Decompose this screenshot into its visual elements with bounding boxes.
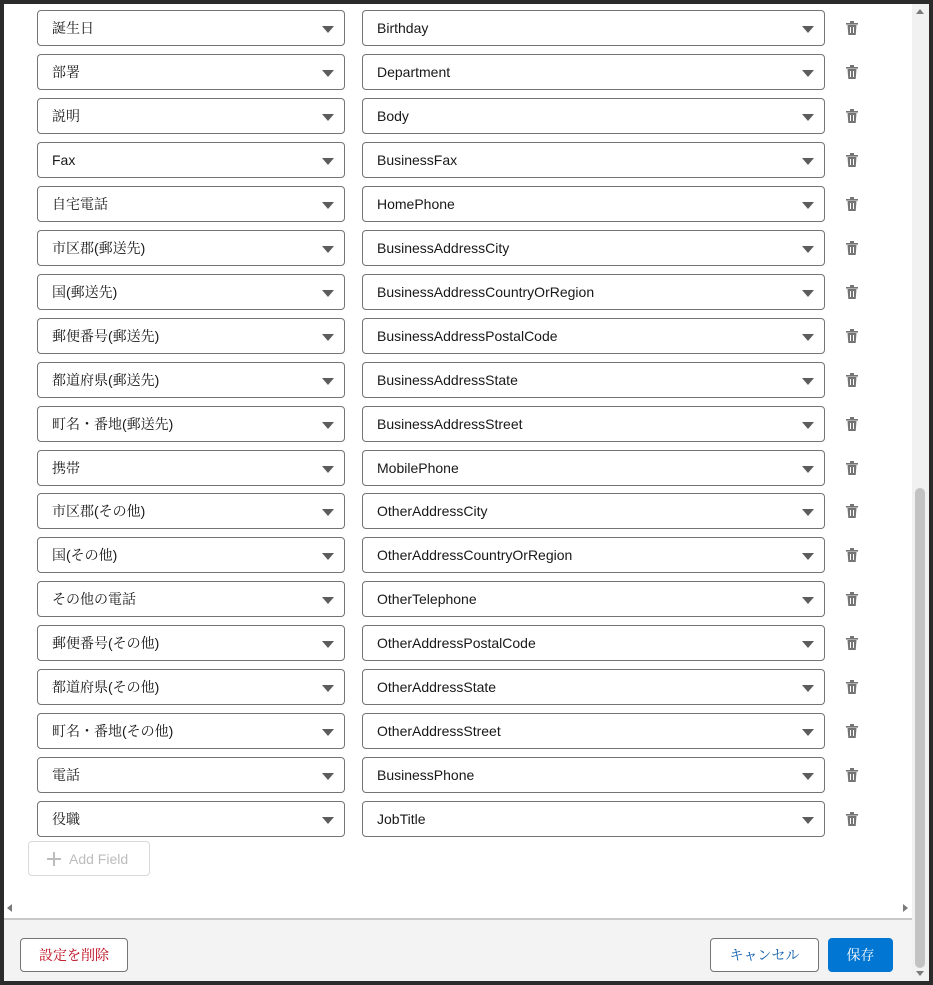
chevron-down-icon [322, 334, 334, 341]
source-field-select[interactable] [37, 669, 345, 705]
target-field-select[interactable] [362, 757, 825, 793]
scroll-up-arrow-icon[interactable] [916, 9, 924, 14]
source-field-value: 国(その他) [52, 547, 118, 563]
source-field-value: 役職 [52, 811, 80, 827]
chevron-down-icon [322, 26, 334, 33]
source-field-value: 町名・番地(郵送先) [52, 416, 174, 432]
chevron-down-icon [802, 26, 814, 33]
mapping-row [4, 318, 884, 354]
target-field-select[interactable] [362, 54, 825, 90]
source-field-select[interactable] [37, 493, 345, 529]
source-field-select[interactable] [37, 406, 345, 442]
trash-icon[interactable] [844, 811, 860, 827]
delete-settings-button[interactable]: 設定を削除 [20, 938, 128, 972]
source-field-select[interactable] [37, 186, 345, 222]
trash-icon[interactable] [844, 503, 860, 519]
vertical-scrollbar[interactable] [912, 4, 929, 981]
chevron-down-icon [322, 378, 334, 385]
source-field-select[interactable] [37, 581, 345, 617]
chevron-down-icon [802, 466, 814, 473]
mapping-row [4, 450, 884, 486]
trash-icon[interactable] [844, 20, 860, 36]
target-field-value: MobilePhone [377, 460, 459, 476]
vertical-scrollbar-thumb[interactable] [915, 488, 925, 968]
add-field-label: Add Field [69, 850, 129, 867]
source-field-select[interactable] [37, 362, 345, 398]
source-field-value: 国(郵送先) [52, 284, 118, 300]
trash-icon[interactable] [844, 108, 860, 124]
scroll-right-arrow-icon[interactable] [903, 904, 908, 912]
source-field-value: 都道府県(郵送先) [52, 372, 160, 388]
target-field-select[interactable] [362, 713, 825, 749]
chevron-down-icon [802, 685, 814, 692]
source-field-value: 誕生日 [52, 20, 94, 36]
trash-icon[interactable] [844, 679, 860, 695]
chevron-down-icon [802, 509, 814, 516]
dialog-footer [4, 918, 912, 981]
mapping-row [4, 493, 884, 529]
source-field-select[interactable] [37, 625, 345, 661]
target-field-value: BusinessAddressStreet [377, 416, 523, 432]
source-field-value: 都道府県(その他) [52, 679, 160, 695]
target-field-select[interactable] [362, 142, 825, 178]
chevron-down-icon [322, 597, 334, 604]
chevron-down-icon [802, 246, 814, 253]
chevron-down-icon [322, 422, 334, 429]
source-field-value: Fax [52, 152, 76, 168]
source-field-select[interactable] [37, 230, 345, 266]
mapping-row [4, 274, 884, 310]
target-field-value: BusinessAddressCountryOrRegion [377, 284, 595, 300]
target-field-value: JobTitle [377, 811, 426, 827]
chevron-down-icon [322, 158, 334, 165]
trash-icon[interactable] [844, 547, 860, 563]
chevron-down-icon [802, 158, 814, 165]
target-field-select[interactable] [362, 318, 825, 354]
chevron-down-icon [802, 641, 814, 648]
mapping-row [4, 186, 884, 222]
target-field-select[interactable] [362, 537, 825, 573]
chevron-down-icon [802, 378, 814, 385]
save-button[interactable]: 保存 [828, 938, 893, 972]
source-field-select[interactable] [37, 142, 345, 178]
source-field-select[interactable] [37, 98, 345, 134]
chevron-down-icon [802, 422, 814, 429]
target-field-value: BusinessAddressState [377, 372, 518, 388]
mapping-row [4, 625, 884, 661]
source-field-value: 自宅電話 [52, 196, 108, 212]
target-field-value: BusinessAddressCity [377, 240, 510, 256]
chevron-down-icon [802, 334, 814, 341]
mapping-row [4, 801, 884, 837]
target-field-select[interactable] [362, 801, 825, 837]
trash-icon[interactable] [844, 416, 860, 432]
source-field-select[interactable] [37, 757, 345, 793]
target-field-select[interactable] [362, 493, 825, 529]
source-field-select[interactable] [37, 318, 345, 354]
target-field-value: OtherTelephone [377, 591, 477, 607]
chevron-down-icon [322, 553, 334, 560]
target-field-value: OtherAddressStreet [377, 723, 501, 739]
target-field-select[interactable] [362, 10, 825, 46]
chevron-down-icon [322, 70, 334, 77]
trash-icon[interactable] [844, 591, 860, 607]
source-field-value: 郵便番号(郵送先) [52, 328, 160, 344]
chevron-down-icon [802, 553, 814, 560]
horizontal-scrollbar[interactable] [4, 901, 912, 915]
chevron-down-icon [802, 114, 814, 121]
add-field-button[interactable] [28, 841, 150, 876]
target-field-value: BusinessFax [377, 152, 458, 168]
source-field-value: 町名・番地(その他) [52, 723, 174, 739]
target-field-select[interactable] [362, 98, 825, 134]
chevron-down-icon [322, 114, 334, 121]
target-field-select[interactable] [362, 669, 825, 705]
trash-icon[interactable] [844, 635, 860, 651]
source-field-select[interactable] [37, 537, 345, 573]
target-field-value: OtherAddressState [377, 679, 497, 695]
mapping-row [4, 10, 884, 46]
source-field-select[interactable] [37, 713, 345, 749]
trash-icon[interactable] [844, 284, 860, 300]
target-field-select[interactable] [362, 581, 825, 617]
target-field-value: Body [377, 108, 409, 124]
mapping-row [4, 581, 884, 617]
target-field-select[interactable] [362, 186, 825, 222]
source-field-value: 携帯 [52, 460, 80, 476]
target-field-value: OtherAddressCity [377, 503, 488, 519]
mapping-row [4, 230, 884, 266]
chevron-down-icon [802, 817, 814, 824]
mapping-row [4, 713, 884, 749]
scroll-down-arrow-icon[interactable] [916, 971, 924, 976]
target-field-select[interactable] [362, 362, 825, 398]
background-page-edge [929, 4, 933, 981]
target-field-value: HomePhone [377, 196, 455, 212]
trash-icon[interactable] [844, 372, 860, 388]
chevron-down-icon [322, 685, 334, 692]
chevron-down-icon [322, 773, 334, 780]
chevron-down-icon [802, 729, 814, 736]
chevron-down-icon [322, 466, 334, 473]
chevron-down-icon [802, 70, 814, 77]
source-field-value: 郵便番号(その他) [52, 635, 160, 651]
chevron-down-icon [802, 290, 814, 297]
mapping-row [4, 98, 884, 134]
source-field-select[interactable] [37, 801, 345, 837]
mapping-row [4, 757, 884, 793]
chevron-down-icon [322, 246, 334, 253]
mapping-row [4, 362, 884, 398]
trash-icon[interactable] [844, 64, 860, 80]
trash-icon[interactable] [844, 240, 860, 256]
trash-icon[interactable] [844, 723, 860, 739]
target-field-value: Department [377, 64, 451, 80]
scroll-left-arrow-icon[interactable] [7, 904, 12, 912]
mapping-row [4, 537, 884, 573]
target-field-select[interactable] [362, 625, 825, 661]
chevron-down-icon [322, 729, 334, 736]
source-field-value: 部署 [52, 64, 80, 80]
chevron-down-icon [802, 597, 814, 604]
source-field-select[interactable] [37, 274, 345, 310]
background-page-edge-mark [929, 44, 933, 364]
field-mapping-list [4, 4, 916, 909]
trash-icon[interactable] [844, 767, 860, 783]
target-field-value: OtherAddressPostalCode [377, 635, 536, 651]
source-field-select[interactable] [37, 10, 345, 46]
target-field-select[interactable] [362, 406, 825, 442]
mapping-row [4, 142, 884, 178]
source-field-select[interactable] [37, 450, 345, 486]
chevron-down-icon [322, 817, 334, 824]
plus-icon [47, 852, 61, 866]
mapping-row [4, 669, 884, 705]
target-field-value: BusinessPhone [377, 767, 475, 783]
target-field-select[interactable] [362, 274, 825, 310]
chevron-down-icon [322, 641, 334, 648]
target-field-select[interactable] [362, 450, 825, 486]
trash-icon[interactable] [844, 460, 860, 476]
source-field-value: 市区郡(郵送先) [52, 240, 146, 256]
chevron-down-icon [322, 509, 334, 516]
mapping-row [4, 54, 884, 90]
mapping-row [4, 406, 884, 442]
target-field-value: OtherAddressCountryOrRegion [377, 547, 573, 563]
source-field-value: 市区郡(その他) [52, 503, 146, 519]
trash-icon[interactable] [844, 152, 860, 168]
chevron-down-icon [322, 202, 334, 209]
target-field-value: Birthday [377, 20, 429, 36]
trash-icon[interactable] [844, 328, 860, 344]
source-field-value: 説明 [52, 108, 80, 124]
source-field-value: その他の電話 [52, 591, 136, 607]
cancel-button[interactable]: キャンセル [710, 938, 819, 972]
source-field-select[interactable] [37, 54, 345, 90]
source-field-value: 電話 [52, 767, 80, 783]
chevron-down-icon [322, 290, 334, 297]
chevron-down-icon [802, 202, 814, 209]
chevron-down-icon [802, 773, 814, 780]
trash-icon[interactable] [844, 196, 860, 212]
target-field-select[interactable] [362, 230, 825, 266]
target-field-value: BusinessAddressPostalCode [377, 328, 558, 344]
